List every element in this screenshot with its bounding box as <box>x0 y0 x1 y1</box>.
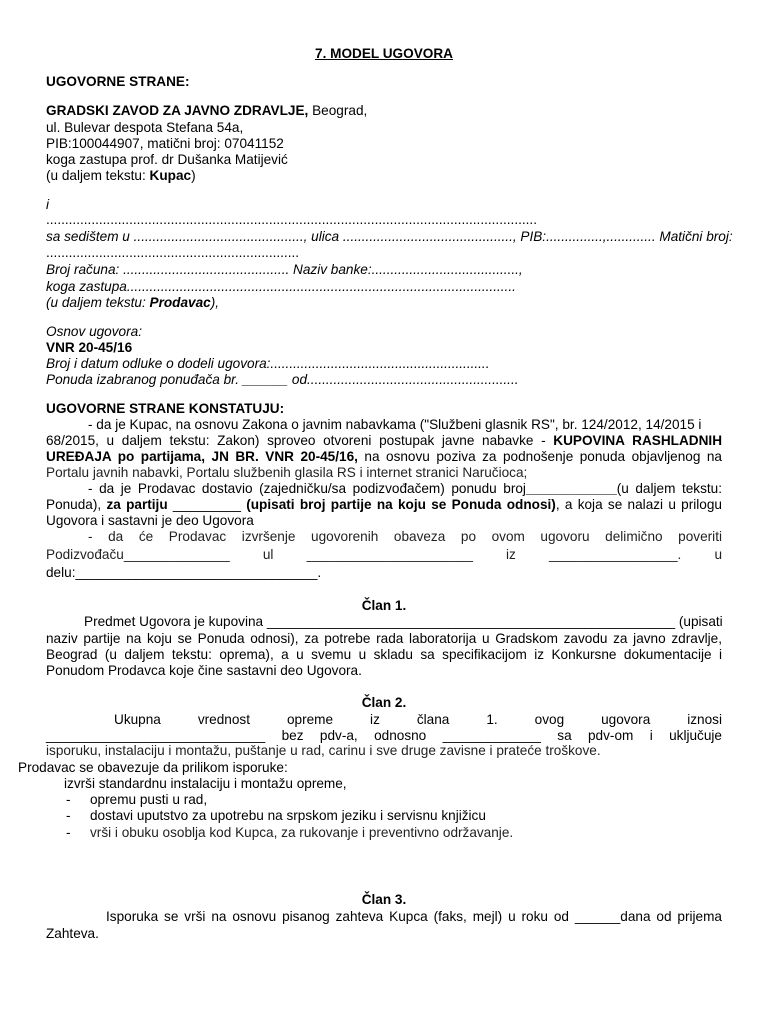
article-2-title: Član 2. <box>361 695 407 710</box>
finding-2-text: 68/2015, u daljem tekstu: Zakon) sproveo otvoreni postupak javne nabavke - <box>46 433 554 448</box>
finding-line-2 <box>46 433 722 449</box>
subcontractor-blank: Podizvođaču______________ <box>46 547 230 562</box>
seller-label-suffix: ), <box>210 295 220 310</box>
lot-blank: _________ <box>167 497 247 512</box>
document-title: 7. MODEL UGOVORA <box>315 46 453 61</box>
buyer-address: ul. Bulevar despota Stefana 54a, <box>46 120 244 135</box>
article-3-line-1: Isporuka se vrši na osnovu pisanog zahteva Kupca (faks, mejl) u roku od ______dana od prijema <box>106 909 722 924</box>
finding-line-8: - da će Prodavac izvršenje ugovorenih obaveza po ovom ugovoru delimično poveriti <box>88 529 722 544</box>
city-label: iz <box>506 547 516 562</box>
basis-label: Osnov ugovora: <box>46 324 142 339</box>
finding-6-tail: , a koja se nalazi u prilogu <box>555 497 722 512</box>
buyer-label-word: Kupac <box>149 168 192 183</box>
lot-label: za partiju <box>106 497 168 512</box>
duty-item-4: vrši i obuku osoblja kod Kupca, za rukovanje i preventivno održavanje. <box>90 825 514 840</box>
list-bullet: - <box>66 808 71 823</box>
finding-5-text: - da je Prodavac dostavio (zajedničku/sa podizvođačem) ponudu broj <box>88 481 526 496</box>
article-1-line-4: Ponudom Prodavca koje čine sastavni deo Ugovora. <box>46 663 362 678</box>
street-blank: ______________________ <box>306 547 473 562</box>
parties-heading: UGOVORNE STRANE: <box>46 74 190 89</box>
lot-instruction: (upisati broj partije na koju se Ponuda odnosi) <box>246 497 556 512</box>
list-bullet: - <box>66 792 71 807</box>
conjunction-and: i <box>46 197 50 212</box>
finding-line-7: Ugovora i sastavni je deo Ugovora <box>46 513 254 528</box>
article-3-title: Član 3. <box>361 892 407 907</box>
article-2-line-1: Ukupna vrednost opreme iz člana 1. ovog ugovora iznosi <box>114 712 722 727</box>
finding-3-subject: UREĐAJA po partijama, JN BR. VNR 20-45/16, <box>46 449 358 464</box>
buyer-name-line <box>46 103 367 119</box>
finding-line-9 <box>46 547 722 563</box>
decision-blank: Broj i datum odluke o dodeli ugovora:.......................................................... <box>46 356 490 371</box>
offer-number-blank: ____________ <box>525 481 617 496</box>
buyer-name: GRADSKI ZAVOD ZA JAVNO ZDRAVLJE, <box>46 103 309 118</box>
finding-line-4: Portalu javnih nabavki, Portalu službenih glasila RS i internet stranici Naručioca; <box>46 465 528 480</box>
finding-line-10: delu:________________________________. <box>46 565 322 580</box>
article-1-line-1: Predmet Ugovora je kupovina ______________________________________________________ (upisati <box>84 614 723 629</box>
list-bullet: - <box>66 825 71 840</box>
seller-bank-blank: Broj računa: ............................................ Naziv banke:......................................., <box>46 262 523 277</box>
finding-line-1: - da je Kupac, na osnovu Zakona o javnim nabavkama ("Službeni glasnik RS", br. 124/2012, 14/2015 i <box>88 417 702 432</box>
seller-rep-blank: koga zastupa....................................................................................................... <box>46 279 516 294</box>
article-2-line-3: isporuku, instalaciju i montažu, puštanje u rad, carinu i sve druge zavisne i prateće troškove. <box>46 743 601 758</box>
duty-item-1: izvrši standardnu instalaciju i montažu opreme, <box>64 776 347 791</box>
buyer-label-line <box>46 168 196 184</box>
finding-line-3 <box>46 449 722 465</box>
seller-id-blank: ................................................................... <box>46 245 300 260</box>
article-1-line-2: naziv partije na koju se Ponuda odnosi), za potrebe rada laboratorija u Gradskom zavodu za javno zdravlje, <box>46 631 722 646</box>
findings-heading: UGOVORNE STRANE KONSTATUJU: <box>46 401 285 416</box>
article-3-line-2: Zahteva. <box>46 926 99 941</box>
buyer-city: Beograd, <box>308 103 368 118</box>
buyer-ids: PIB:100044907, matični broj: 07041152 <box>46 136 284 151</box>
article-1-title: Član 1. <box>361 598 407 613</box>
article-1-line-3: Beograd (u daljem tekstu: oprema), a u svemu u skladu sa specifikacijom iz Konkursne dokumentacije i <box>46 647 722 662</box>
finding-line-5 <box>88 481 722 497</box>
buyer-representative: koga zastupa prof. dr Dušanka Matijević <box>46 152 288 167</box>
seller-address-blank: sa sedištem u ............................................., ulica ............................................., PIB:...............,............. Matični broj: <box>46 229 733 244</box>
buyer-label-prefix: (u daljem tekstu: <box>46 168 150 183</box>
in-label: u <box>714 547 723 562</box>
seller-label-line <box>46 295 219 311</box>
street-label: ul <box>262 547 274 562</box>
offer-blank: Ponuda izabranog ponuđača br. ______ od........................................................ <box>46 372 519 387</box>
finding-3-text: na osnovu poziva za podnošenje ponuda objavljenog na <box>357 449 722 464</box>
finding-2-subject: KUPOVINA RASHLADNIH <box>553 433 723 448</box>
buyer-label-suffix: ) <box>191 168 196 183</box>
duty-item-3: dostavi uputstvo za upotrebu na srpskom jeziku i servisnu knjižicu <box>90 808 486 823</box>
finding-line-6 <box>46 497 722 513</box>
finding-5-tail: (u daljem tekstu: <box>616 481 723 496</box>
basis-number: VNR 20-45/16 <box>46 340 133 355</box>
seller-label-prefix: (u daljem tekstu: <box>46 295 150 310</box>
article-2-line-2: _____________________________ bez pdv-a, odnosno _____________ sa pdv-om i uključuje <box>46 728 722 743</box>
seller-label-word: Prodavac <box>149 295 211 310</box>
city-blank: _________________. <box>549 547 682 562</box>
article-2-line-4: Prodavac se obavezuje da prilikom isporuke: <box>18 760 288 775</box>
finding-6-text: Ponuda), <box>46 497 107 512</box>
seller-name-blank: .................................................................................................................................. <box>46 212 537 227</box>
duty-item-2: opremu pusti u rad, <box>90 792 208 807</box>
